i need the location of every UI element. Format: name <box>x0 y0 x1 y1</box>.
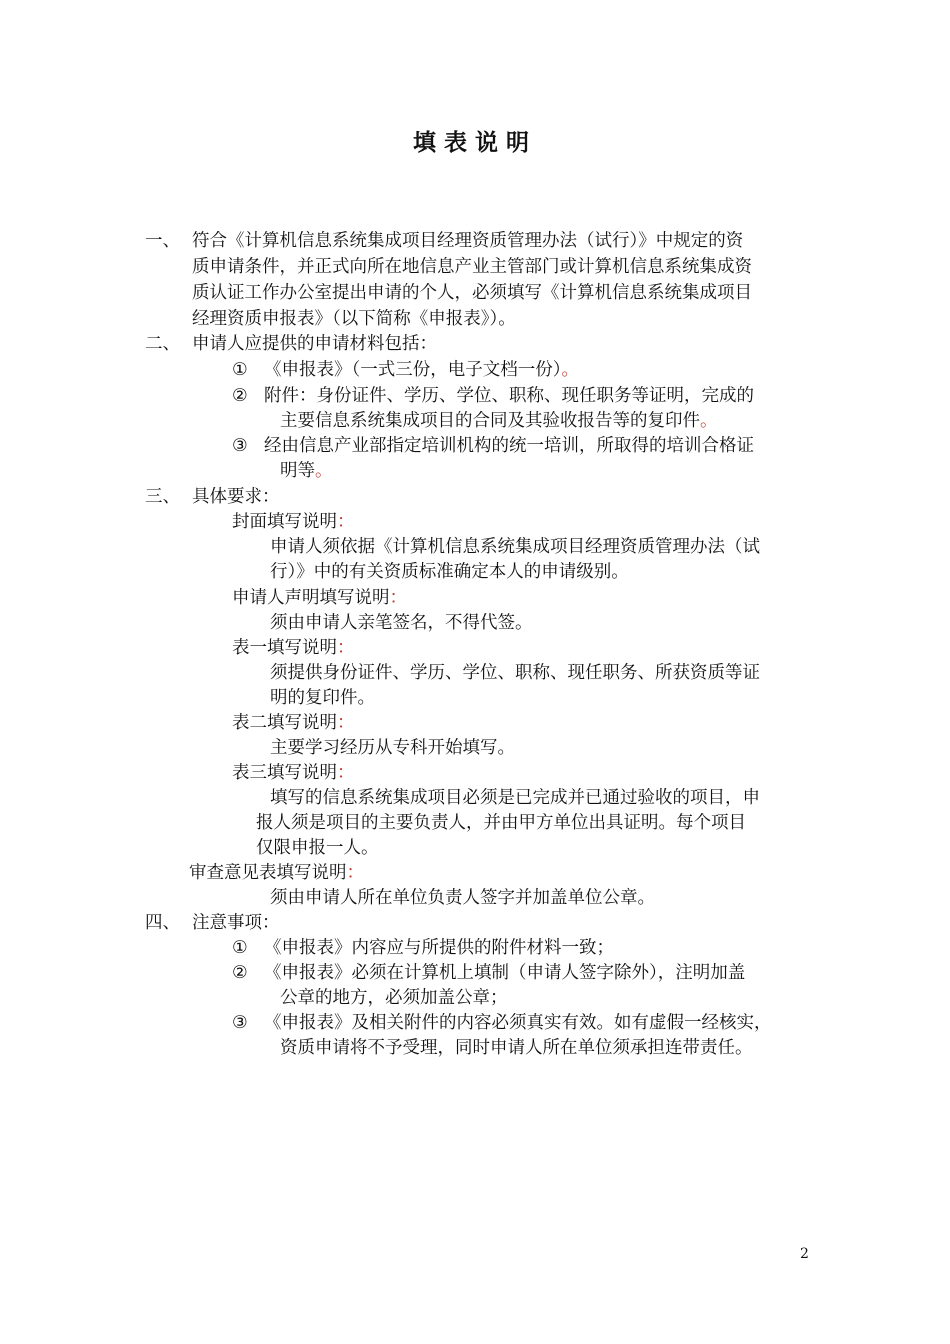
list-item: 《申报表》（一式三份，电子文档一份）。 <box>264 360 579 380</box>
list-item-continuation: 资质申请将不予受理，同时申请人所在单位须承担连带责任。 <box>280 1038 753 1058</box>
item-marker: ① <box>232 360 248 380</box>
list-item: 经由信息产业部指定培训机构的统一培训，所取得的培训合格证 <box>264 436 754 456</box>
sub-text: 须由申请人所在单位负责人签字并加盖单位公章。 <box>270 888 655 908</box>
item-marker: ③ <box>232 436 248 456</box>
list-item: 《申报表》必须在计算机上填制（申请人签字除外），注明加盖 <box>264 963 746 983</box>
section-3-heading: 具体要求： <box>192 487 280 507</box>
sub-text: 明的复印件。 <box>270 688 375 708</box>
item-marker: ② <box>232 386 248 406</box>
item-marker: ③ <box>232 1013 248 1033</box>
sub-text: 仅限申报一人。 <box>256 838 379 858</box>
sub-heading-cover: 封面填写说明： <box>232 512 355 532</box>
section-3-number: 三、 <box>145 487 180 507</box>
section-2-number: 二、 <box>145 334 180 354</box>
sub-text: 填写的信息系统集成项目必须是已完成并已通过验收的项目，申 <box>270 788 760 808</box>
section-1-line-2: 质申请条件，并正式向所在地信息产业主管部门或计算机信息系统集成资 <box>192 257 752 277</box>
list-item-continuation: 主要信息系统集成项目的合同及其验收报告等的复印件。 <box>280 411 718 431</box>
section-1-line-3: 质认证工作办公室提出申请的个人，必须填写《计算机信息系统集成项目 <box>192 283 752 303</box>
sub-heading-declaration: 申请人声明填写说明： <box>232 588 407 608</box>
page-title: 填表说明 <box>413 130 537 156</box>
section-4-heading: 注意事项： <box>192 913 280 933</box>
sub-heading-review: 审查意见表填写说明： <box>189 863 364 883</box>
section-1-line-1: 符合《计算机信息系统集成项目经理资质管理办法（试行）》中规定的资 <box>192 231 744 251</box>
list-item: 《申报表》内容应与所提供的附件材料一致； <box>264 938 614 958</box>
item-marker: ① <box>232 938 248 958</box>
page-number: 2 <box>800 1246 809 1262</box>
sub-heading-table-3: 表三填写说明： <box>232 763 355 783</box>
list-item: 附件：身份证件、学历、学位、职称、现任职务等证明，完成的 <box>264 386 754 406</box>
section-2-heading: 申请人应提供的申请材料包括： <box>192 334 437 354</box>
item-marker: ② <box>232 963 248 983</box>
sub-text: 申请人须依据《计算机信息系统集成项目经理资质管理办法（试 <box>270 537 760 557</box>
sub-text: 报人须是项目的主要负责人，并由甲方单位出具证明。每个项目 <box>256 813 746 833</box>
list-item-continuation: 明等。 <box>280 461 333 481</box>
sub-text: 主要学习经历从专科开始填写。 <box>270 738 515 758</box>
list-item: 《申报表》及相关附件的内容必须真实有效。如有虚假一经核实， <box>264 1013 772 1033</box>
section-1-line-4: 经理资质申报表》（以下简称《申报表》）。 <box>192 309 516 329</box>
sub-text: 须由申请人亲笔签名，不得代签。 <box>270 613 533 633</box>
section-1-number: 一、 <box>145 231 180 251</box>
section-4-number: 四、 <box>145 913 180 933</box>
sub-text: 须提供身份证件、学历、学位、职称、现任职务、所获资质等证 <box>270 663 760 683</box>
sub-heading-table-1: 表一填写说明： <box>232 638 355 658</box>
list-item-continuation: 公章的地方，必须加盖公章； <box>280 988 508 1008</box>
sub-heading-table-2: 表二填写说明： <box>232 713 355 733</box>
sub-text: 行）》中的有关资质标准确定本人的申请级别。 <box>270 562 629 582</box>
